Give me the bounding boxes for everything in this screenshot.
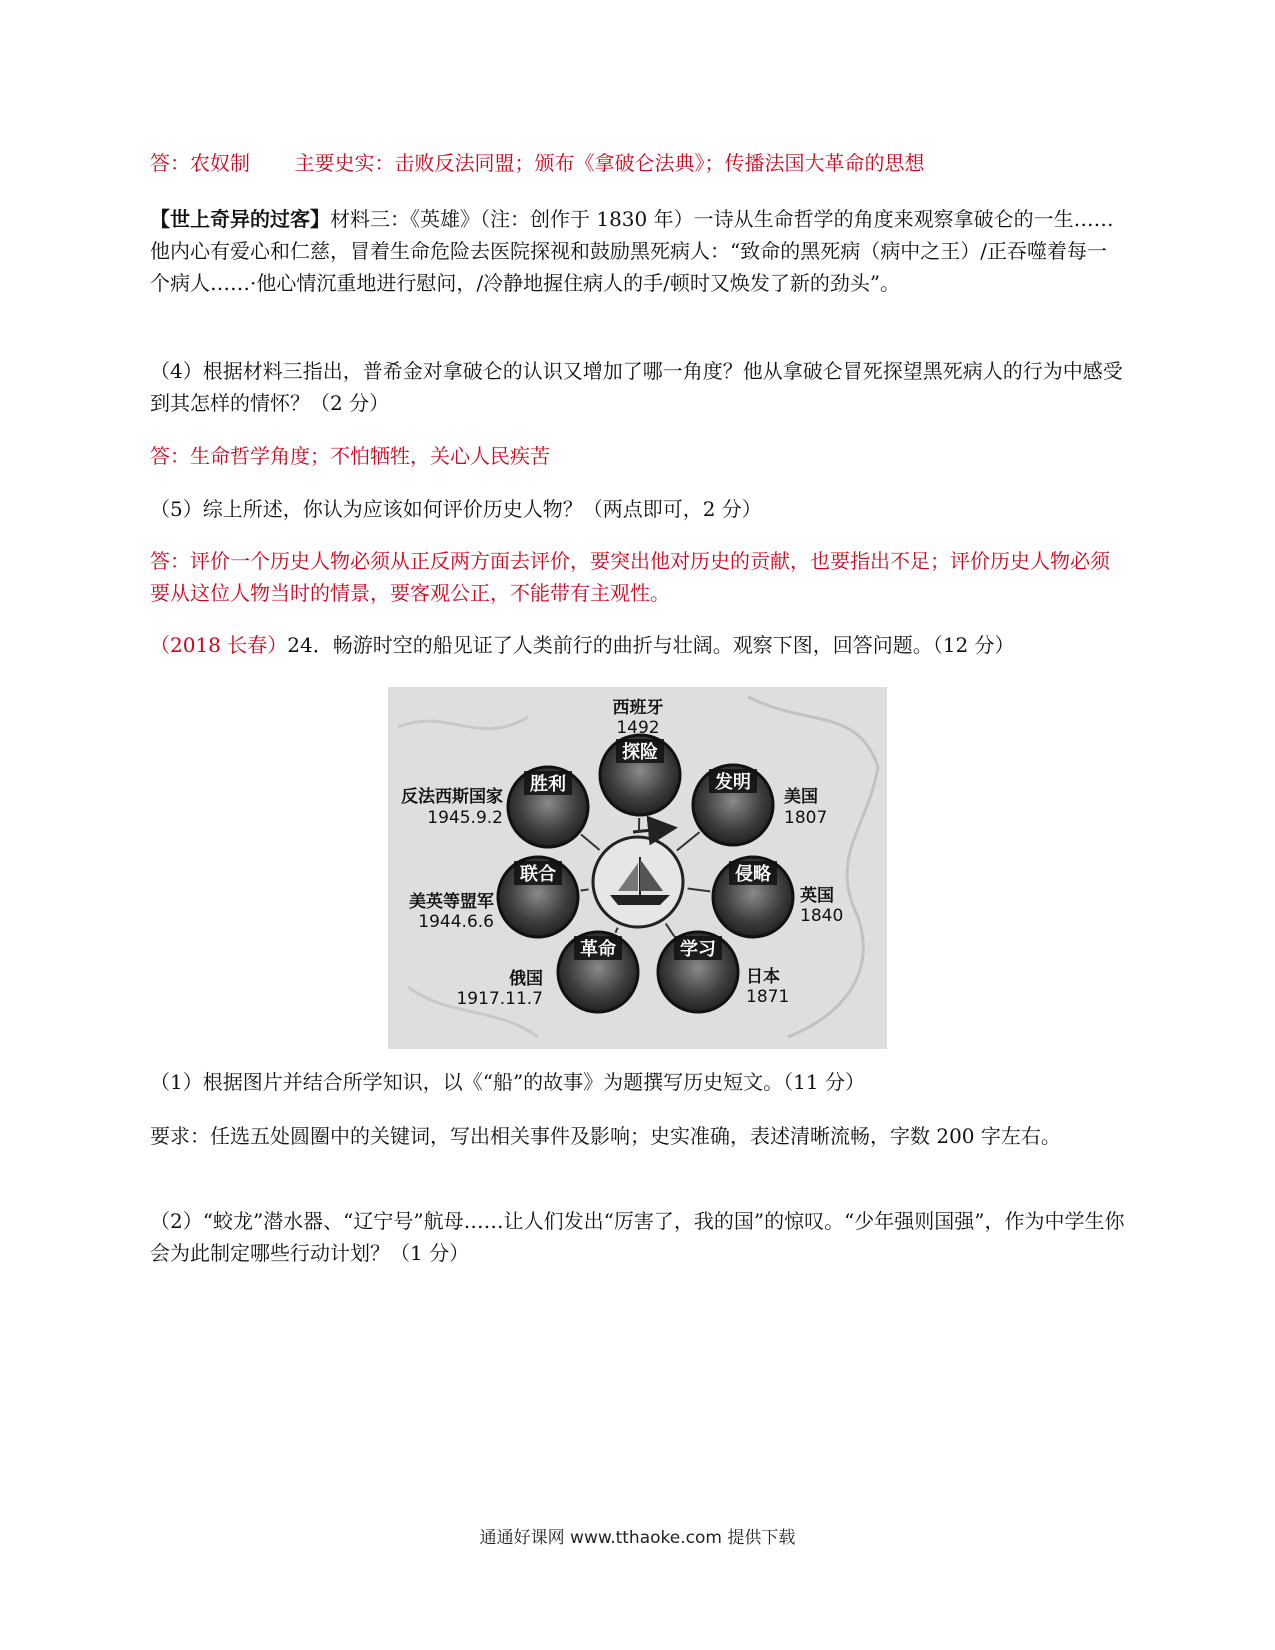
- question-24-text: 24．畅游时空的船见证了人类前行的曲折与壮阔。观察下图，回答问题。（12 分）: [287, 633, 1015, 657]
- question-24: [150, 629, 1125, 661]
- material-three: [150, 203, 1125, 299]
- node-year-label: 1944.6.6: [418, 912, 494, 932]
- node-connector: [666, 924, 674, 937]
- node-connector: [581, 835, 600, 850]
- answer-q3-a: 答：农奴制: [150, 151, 250, 175]
- figure-node-5: [456, 928, 638, 1012]
- answer-q4: 答：生命哲学角度；不怕牺牲，关心人民疾苦: [150, 444, 550, 468]
- center-ship: [593, 829, 683, 927]
- ship-history-figure: [388, 687, 887, 1049]
- sub-question-1: （1）根据图片并结合所学知识，以《“船”的故事》为题撰写历史短文。（11 分）: [150, 1070, 865, 1094]
- node-country-label: 俄国: [509, 969, 543, 989]
- node-keyword: 革命: [580, 939, 616, 960]
- material-three-text: 材料三：《英雄》（注：创作于 1830 年）一诗从生命哲学的角度来观察拿破仑的一生……他内心有爱心和仁慈，冒着生命危险去医院探视和鼓励黑死病人：“致命的黑死病（病中之王）/正吞噬着每一个病人……·他心情沉重地进行慰问，/冷静地握住病人的手/顿时又焕发了新的劲头”。: [150, 207, 1114, 295]
- answer-q3-b: 主要史实：击败反法同盟；颁布《拿破仑法典》；传播法国大革命的思想: [294, 151, 925, 175]
- node-year-label: 1807: [784, 808, 828, 828]
- requirement: 要求：任选五处圆圈中的关键词，写出相关事件及影响；史实准确，表述清晰流畅，字数 200 字左右。: [150, 1124, 1061, 1148]
- sub-question-2: （2）“蛟龙”潜水器、“辽宁号”航母……让人们发出“厉害了，我的国”的惊叹。“少年强则国强”，作为中学生你会为此制定哪些行动计划？（1 分）: [150, 1209, 1125, 1265]
- node-year-label: 1871: [746, 987, 790, 1007]
- answer-q5: 答：评价一个历史人物必须从正反两方面去评价，要突出他对历史的贡献，也要指出不足；评价历史人物必须要从这位人物当时的情景，要客观公正，不能带有主观性。: [150, 549, 1110, 605]
- node-connector: [581, 889, 589, 890]
- node-country-label: 反法西斯国家: [401, 787, 503, 807]
- node-country-label: 美英等盟军: [409, 892, 494, 912]
- node-country-label: 美国: [784, 787, 818, 807]
- material-three-heading: 【世上奇异的过客】: [150, 207, 330, 231]
- node-keyword: 胜利: [530, 774, 566, 795]
- question-4: （4）根据材料三指出，普希金对拿破仑的认识又增加了哪一角度？他从拿破仑冒死探望黑死病人的行为中感受到其怎样的情怀？（2 分）: [150, 359, 1123, 415]
- figure-node-2: [677, 765, 827, 851]
- ship-cycle-diagram: [388, 687, 887, 1049]
- node-keyword: 发明: [715, 772, 751, 793]
- node-country-label: 日本: [746, 967, 780, 987]
- node-connector: [688, 888, 711, 891]
- question-5: （5）综上所述，你认为应该如何评价历史人物？（两点即可，2 分）: [150, 497, 762, 521]
- cycle-arrow: [633, 829, 663, 832]
- answer-q3: [150, 147, 1125, 179]
- node-year-label: 1917.11.7: [456, 989, 543, 1009]
- ship-hull: [610, 895, 670, 905]
- node-keyword: 学习: [680, 939, 716, 960]
- node-country-label: 英国: [800, 886, 834, 906]
- node-connector: [677, 832, 700, 850]
- node-year-label: 1492: [616, 718, 660, 738]
- figure-node-6: [409, 857, 589, 937]
- figure-node-3: [688, 857, 844, 937]
- footer-credit: 通通好课网 www.tthaoke.com 提供下载: [479, 1528, 796, 1548]
- node-year-label: 1840: [800, 906, 844, 926]
- figure-node-4: [658, 924, 789, 1012]
- figure-node-1: [600, 697, 680, 832]
- figure-node-7: [401, 767, 600, 850]
- node-connector: [615, 928, 617, 933]
- node-country-label: 西班牙: [612, 698, 664, 718]
- node-year-label: 1945.9.2: [427, 808, 503, 828]
- node-keyword: 联合: [520, 864, 556, 885]
- question-24-source: （2018 长春）: [150, 633, 288, 657]
- node-keyword: 侵略: [735, 864, 771, 885]
- node-keyword: 探险: [622, 742, 658, 763]
